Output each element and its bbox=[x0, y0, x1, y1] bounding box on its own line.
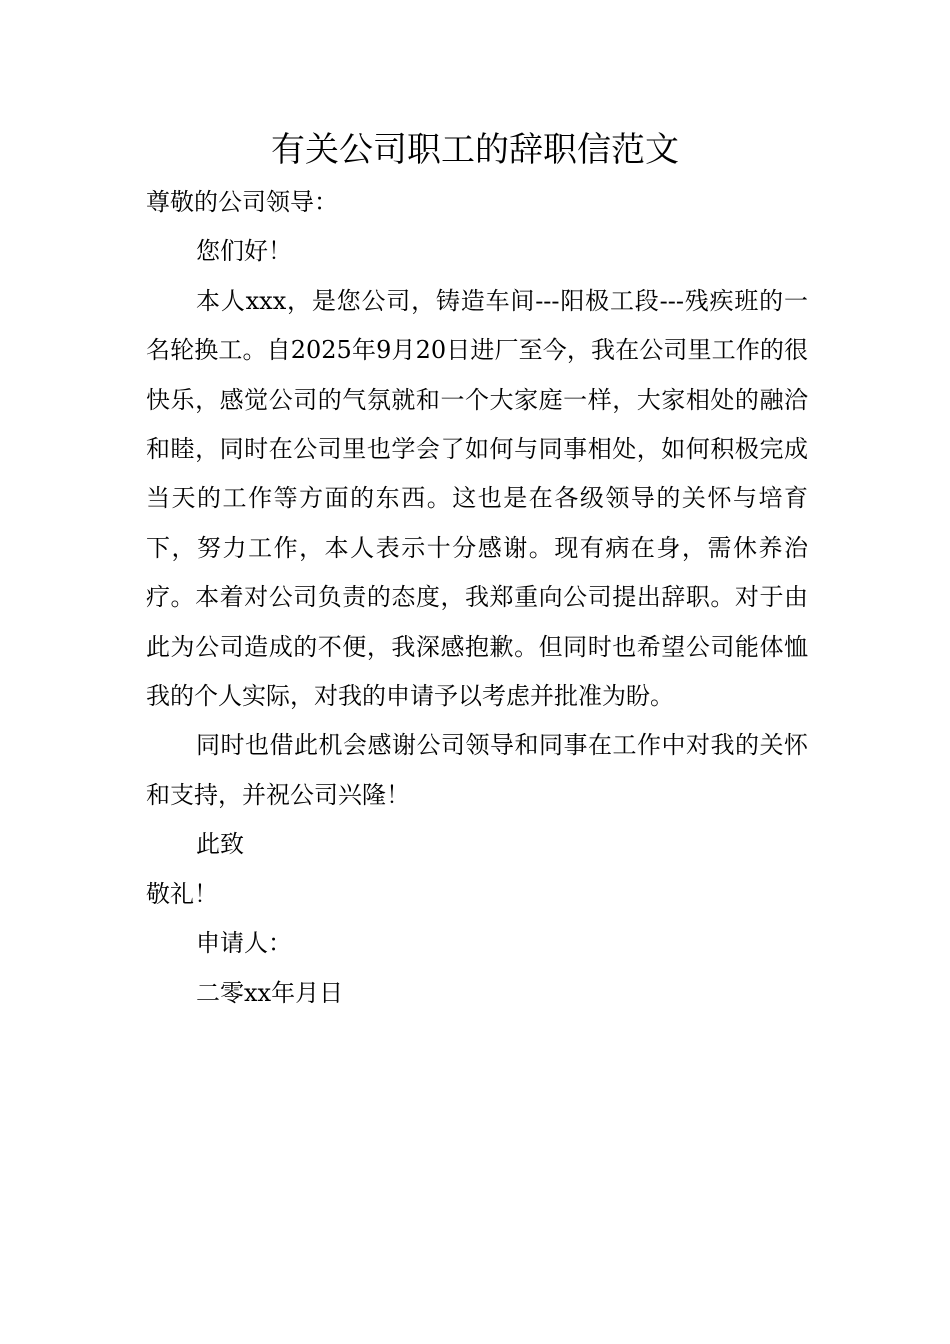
paragraph-main: 本人xxx，是您公司，铸造车间---阳极工段---残疾班的一名轮换工。自2025年9月20日进厂至今，我在公司里工作的很快乐，感觉公司的气氛就和一个大家庭一样，大家相处的融洽和睦，同时在公司里也学会了如何与同事相处，如何积极完成当天的工作等方面的东西。这也是在各级领导的关怀与培育下，努力工作，本人表示十分感谢。现有病在身，需休养治疗。本着对公司负责的态度，我郑重向公司提出辞职。对于由此为公司造成的不便，我深感抱歉。但同时也希望公司能体恤我的个人实际，对我的申请予以考虑并批准为盼。 bbox=[146, 286, 808, 711]
salutation: 尊敬的公司领导： bbox=[146, 188, 338, 216]
paragraph-thanks: 同时也借此机会感谢公司领导和同事在工作中对我的关怀和支持，并祝公司兴隆！ bbox=[146, 731, 808, 809]
date-line: 二零xx年月日 bbox=[196, 978, 344, 1007]
greeting: 您们好！ bbox=[196, 237, 292, 266]
closing-jing-li: 敬礼！ bbox=[146, 879, 218, 908]
closing-ci-zhi: 此致 bbox=[196, 830, 244, 859]
applicant-label: 申请人： bbox=[196, 929, 292, 958]
letter-body bbox=[146, 178, 808, 1018]
document-title: 有关公司职工的辞职信范文 bbox=[271, 130, 679, 170]
